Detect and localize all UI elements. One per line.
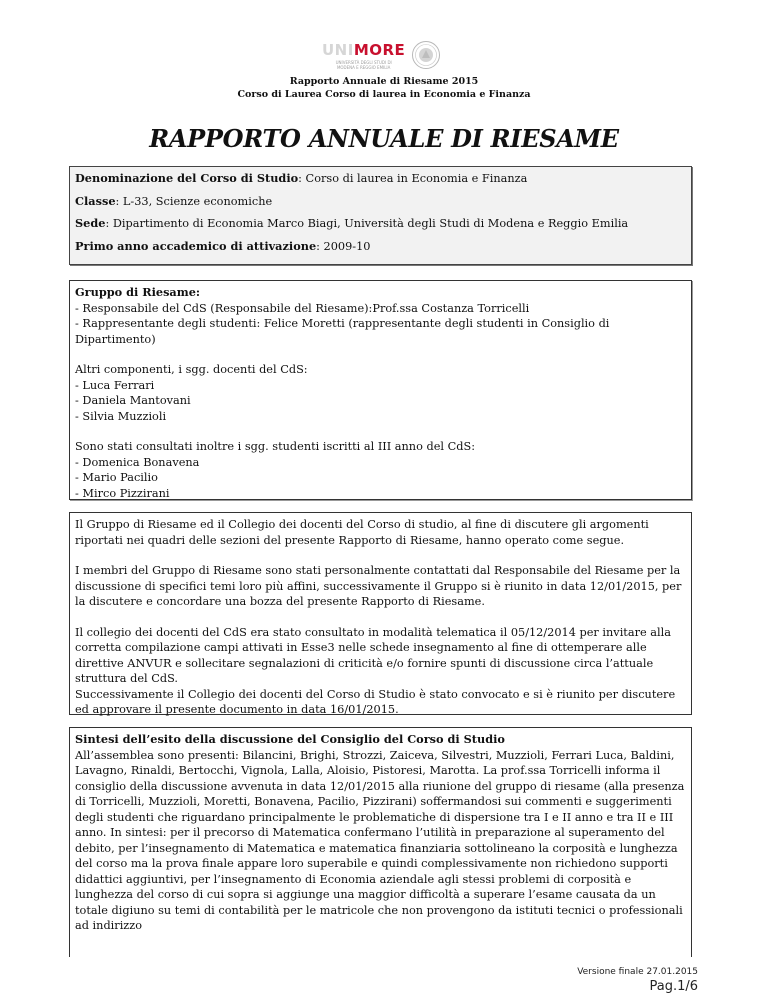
unimore-logo bbox=[322, 42, 441, 70]
list-item: - Mario Pacilio bbox=[75, 471, 158, 484]
procedura-paragraph: Successivamente il Collegio dei docenti del Corso di Studio è stato convocato e si è riunito per discutere ed approvare il presente documento in data 16/01/2015. bbox=[75, 687, 676, 716]
info-denominazione: Denominazione del Corso di Studio: Corso di laurea in Economia e Finanza bbox=[75, 171, 528, 185]
studenti-consultati-intro: Sono stati consultati inoltre i sgg. studenti iscritti al III anno del CdS: bbox=[75, 440, 476, 453]
logo-wordmark: UNIMORE bbox=[322, 41, 406, 59]
page-number: Pag.1/6 bbox=[649, 979, 698, 994]
footer-version: Versione finale 27.01.2015 bbox=[577, 967, 698, 977]
sintesi-box bbox=[69, 727, 692, 957]
gruppo-responsabile: - Responsabile del CdS (Responsabile del Riesame):Prof.ssa Costanza Torricelli bbox=[75, 301, 530, 315]
sintesi-text: All’assemblea sono presenti: Bilancini, Brighi, Strozzi, Zaiceva, Silvestri, Muzzioli, Ferrari Luca, Baldini, Lavagno, Rinaldi, Bertocchi, Vignola, Lalla, Aloisio, Pistoresi, Marotta. La prof.ssa Torricelli informa il consiglio della discussione avvenuta in data 12/01/2015 alla riunione del gruppo di riesame (alla presenza di Torricelli, Muzzioli, Moretti, Bonavena, Pacilio, Pizzirani) soffermandosi sui commenti e suggerimenti degli studenti che riguardano principalmente le problematiche di dispersione tra I e II anno e tra II e III anno. In sintesi: per il precorso di Matematica confermano l’utilità in preparazione al superamento del debito, per l’insegnamento di Matematica e matematica finanziaria sottolineano la corposità e lunghezza del corso ma la prova finale appare loro superabile e quindi complessivamente non richiedono supporti didattici aggiuntivi, per l’insegnamento di Economia aziendale agli stessi problemi di corposità e lunghezza del corso di cui sopra si aggiunge una maggior difficoltà a superare l’esame causata da un totale digiuno su temi di contabilità per le matricole che non provengono da istituti tecnici o professionali ad indirizzo bbox=[75, 748, 685, 932]
page-title: RAPPORTO ANNUALE DI RIESAME bbox=[149, 124, 619, 153]
sintesi-heading: Sintesi dell’esito della discussione del Consiglio del Corso di Studio bbox=[75, 732, 505, 746]
list-item: - Daniela Mantovani bbox=[75, 394, 191, 407]
list-item: - Mirco Pizzirani bbox=[75, 486, 170, 500]
gruppo-riesame-box bbox=[69, 280, 692, 500]
procedura-paragraph: I membri del Gruppo di Riesame sono stati personalmente contattati dal Responsabile del Riesame per la discussione di specifici temi loro più affini, successivamente il Gruppo si è riunito in data 12/01/2015, per la discutere e concordare una bozza del presente Rapporto di Riesame. bbox=[75, 564, 682, 608]
info-primo-anno: Primo anno accademico di attivazione: 2009-10 bbox=[75, 238, 371, 253]
header-course-title: Corso di Laurea Corso di laurea in Economia e Finanza bbox=[237, 89, 531, 100]
procedura-paragraph: Il Gruppo di Riesame ed il Collegio dei docenti del Corso di studio, al fine di discutere gli argomenti riportati nei quadri delle sezioni del presente Rapporto di Riesame, hanno operato come segue. bbox=[75, 518, 649, 547]
university-seal-icon bbox=[411, 40, 441, 70]
list-item: - Silvia Muzzioli bbox=[75, 409, 167, 423]
info-sede: Sede: Dipartimento di Economia Marco Biagi, Università degli Studi di Modena e Reggio Emilia bbox=[75, 216, 629, 230]
info-classe: Classe: L-33, Scienze economiche bbox=[75, 193, 273, 208]
list-item: - Domenica Bonavena bbox=[75, 455, 200, 469]
gruppo-rappresentante: - Rappresentante degli studenti: Felice Moretti (rappresentante degli studenti in Consiglio di Dipartimento) bbox=[75, 317, 610, 346]
logo-subtitle: UNIVERSITÀ DEGLI STUDI DI MODENA E REGGIO EMILIA bbox=[335, 60, 392, 70]
altri-componenti-intro: Altri componenti, i sgg. docenti del CdS: bbox=[75, 363, 308, 376]
procedura-paragraph: Il collegio dei docenti del CdS era stato consultato in modalità telematica il 05/12/2014 per invitare alla corretta compilazione campi attivati in Esse3 nelle schede insegnamento al fine di ottemperare alle direttive ANVUR e sollecitare segnalazioni di criticità e/o fornire spunti di discussione circa l’attuale struttura del CdS. bbox=[75, 625, 671, 685]
gruppo-heading: Gruppo di Riesame: bbox=[75, 285, 201, 299]
header-report-title: Rapporto Annuale di Riesame 2015 bbox=[289, 76, 479, 87]
procedura-box bbox=[69, 512, 692, 715]
course-info-box bbox=[69, 166, 692, 265]
list-item: - Luca Ferrari bbox=[75, 378, 155, 392]
